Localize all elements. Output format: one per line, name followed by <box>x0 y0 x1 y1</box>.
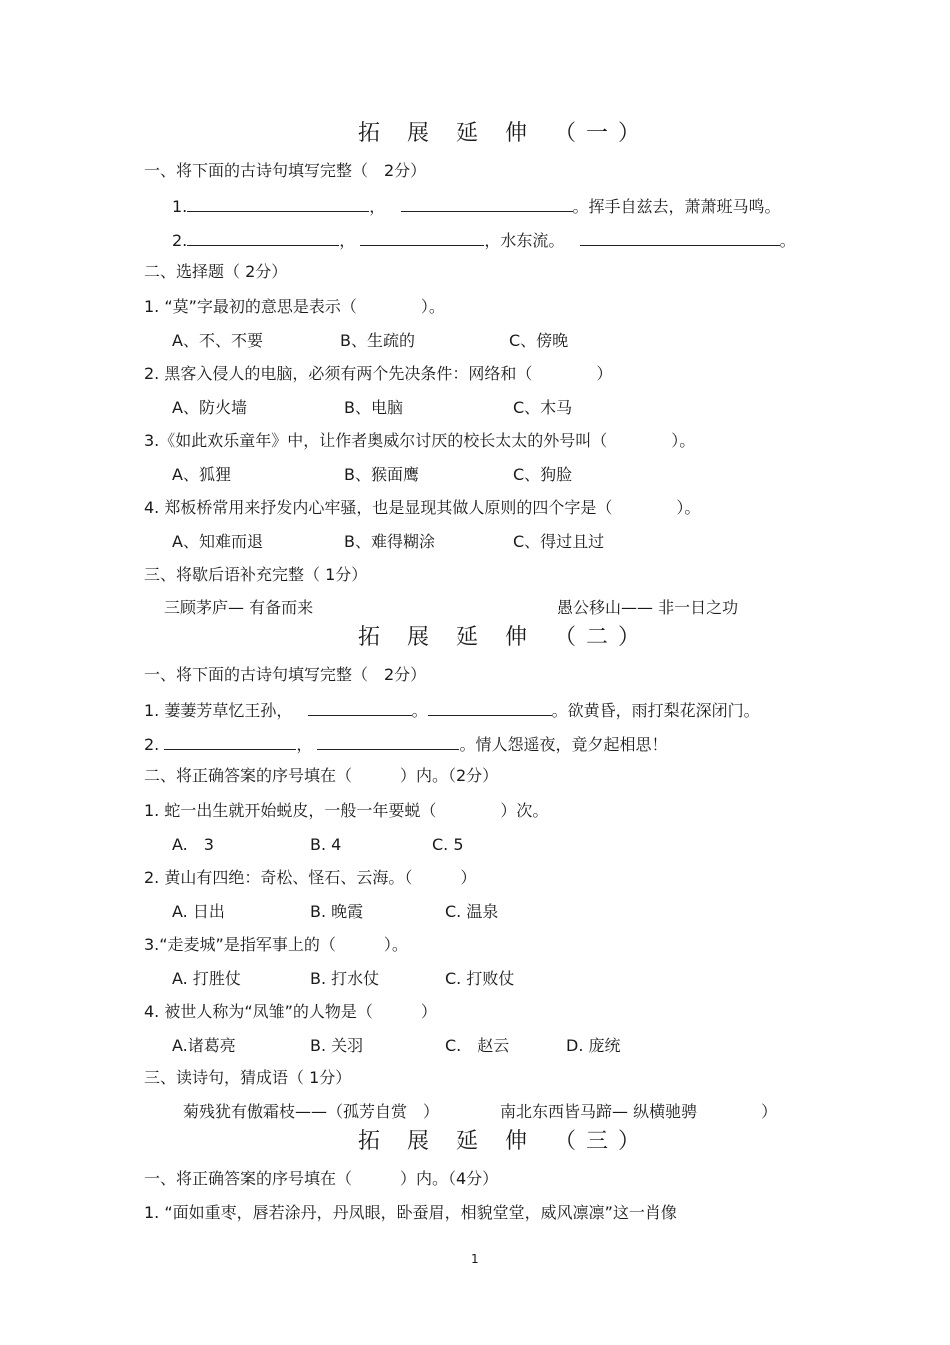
s1-mc1-option-b[interactable]: B、生疏的 <box>340 331 415 350</box>
s2-mc1-option-c[interactable]: C. 5 <box>432 835 464 854</box>
s2-mc3-question: 3.“走麦城”是指军事上的（ ）。 <box>144 935 408 954</box>
s2-mc4-option-a[interactable]: A.诸葛亮 <box>172 1036 236 1055</box>
s2-part2-header: 二、将正确答案的序号填在（ ）内。（2分） <box>144 766 499 785</box>
s1-mc1-option-a[interactable]: A、不、不要 <box>172 331 263 350</box>
s2-fill-q1 <box>144 700 760 721</box>
s1-xiehouyu-left: 三顾茅庐— 有备而来 <box>164 598 314 617</box>
s2-q2-blank-b[interactable] <box>317 734 459 750</box>
s1-mc2-option-c[interactable]: C、木马 <box>513 398 573 417</box>
s1-part3-header: 三、将歇后语补充完整（ 1分） <box>144 565 368 584</box>
s1-mc4-option-c[interactable]: C、得过且过 <box>513 532 605 551</box>
s2-fill-q2 <box>144 734 667 755</box>
s1-mc3-question: 3.《如此欢乐童年》中，让作者奥威尔讨厌的校长太太的外号叫（ ）。 <box>144 431 696 450</box>
section-2-title: 拓 展 延 伸 （二） <box>358 625 650 650</box>
s2-q2-sep: ， <box>296 735 313 754</box>
s2-mc2-option-c[interactable]: C. 温泉 <box>445 902 499 921</box>
s1-q2-blank-b[interactable] <box>360 230 484 246</box>
s1-q1-sep: ， <box>369 197 386 216</box>
s2-chengyu-left: 菊残犹有傲霜枝——（孤芳自赏 ） <box>183 1102 440 1121</box>
s1-q2-blank-a[interactable] <box>187 230 339 246</box>
s2-q2-tail: 。情人怨遥夜，竟夕起相思！ <box>459 735 668 754</box>
s1-q1-blank-b[interactable] <box>401 196 573 212</box>
s3-q1-text: 1. “面如重枣，唇若涂丹，丹凤眼，卧蚕眉，相貌堂堂，威风凛凛”这一肖像 <box>144 1203 677 1222</box>
s1-fill-q2 <box>172 230 796 251</box>
s1-mc4-option-a[interactable]: A、知难而退 <box>172 532 263 551</box>
s2-mc3-option-c[interactable]: C. 打败仗 <box>445 969 515 988</box>
s2-q1-blank-b[interactable] <box>428 700 552 716</box>
s1-mc1-option-c[interactable]: C、傍晚 <box>509 331 569 350</box>
s1-q2-blank-c[interactable] <box>580 230 780 246</box>
s2-mc3-option-b[interactable]: B. 打水仗 <box>310 969 380 988</box>
s2-mc1-option-b[interactable]: B. 4 <box>310 835 342 854</box>
s2-part1-header: 一、将下面的古诗句填写完整（ 2分） <box>144 665 427 684</box>
s1-mc2-option-b[interactable]: B、电脑 <box>344 398 403 417</box>
s2-mc2-option-a[interactable]: A. 日出 <box>172 902 225 921</box>
s2-mc4-option-d[interactable]: D. 庞统 <box>566 1036 621 1055</box>
section-1-title: 拓 展 延 伸 （一） <box>358 121 650 146</box>
s2-mc3-option-a[interactable]: A. 打胜仗 <box>172 969 241 988</box>
s2-mc4-option-c[interactable]: C. 赵云 <box>445 1036 510 1055</box>
s1-mc4-option-b[interactable]: B、难得糊涂 <box>344 532 435 551</box>
s1-q1-tail: 。挥手自兹去，萧萧班马鸣。 <box>572 197 781 216</box>
s1-mc2-question: 2. 黑客入侵人的电脑，必须有两个先决条件：网络和（ ） <box>144 364 613 383</box>
s2-mc2-option-b[interactable]: B. 晚霞 <box>310 902 364 921</box>
s2-q2-num: 2. <box>144 735 160 754</box>
s2-mc4-question: 4. 被世人称为“凤雏”的人物是（ ） <box>144 1002 437 1021</box>
s2-mc1-question: 1. 蛇一出生就开始蜕皮，一般一年要蜕（ ）次。 <box>144 801 549 820</box>
s2-mc4-option-b[interactable]: B. 关羽 <box>310 1036 364 1055</box>
s2-mc1-option-a[interactable]: A. 3 <box>172 835 214 854</box>
s1-part1-header: 一、将下面的古诗句填写完整（ 2分） <box>144 161 427 180</box>
s2-mc2-question: 2. 黄山有四绝：奇松、怪石、云海。（ ） <box>144 868 477 887</box>
page-number: 1 <box>471 1252 479 1266</box>
section-3-title: 拓 展 延 伸 （三） <box>358 1129 650 1154</box>
s1-mc3-option-a[interactable]: A、狐狸 <box>172 465 231 484</box>
s1-q2-num: 2. <box>172 231 188 250</box>
s1-mc4-question: 4. 郑板桥常用来抒发内心牢骚，也是显现其做人原则的四个字是（ ）。 <box>144 498 701 517</box>
s1-mc3-option-b[interactable]: B、猴面鹰 <box>344 465 419 484</box>
s1-mc3-option-c[interactable]: C、狗脸 <box>513 465 573 484</box>
s1-xiehouyu-right: 愚公移山—— 非一日之功 <box>557 598 739 617</box>
s2-chengyu-right: 南北东西皆马蹄— 纵横驰骋 ） <box>500 1102 778 1121</box>
s1-fill-q1 <box>172 196 781 217</box>
s1-mc1-question: 1. “莫”字最初的意思是表示（ ）。 <box>144 297 445 316</box>
s1-q2-end: 。 <box>779 231 796 250</box>
s1-part2-header: 二、选择题（ 2分） <box>144 262 288 281</box>
s2-q1-tail: 。欲黄昏，雨打梨花深闭门。 <box>551 701 760 720</box>
s1-mc2-option-a[interactable]: A、防火墙 <box>172 398 247 417</box>
s2-q1-blank-a[interactable] <box>308 700 412 716</box>
s2-q2-blank-a[interactable] <box>164 734 296 750</box>
s1-q2-mid: ，水东流。 <box>484 231 565 250</box>
s2-q1-head: 1. 萋萋芳草忆王孙， <box>144 701 293 720</box>
s2-q1-dot: 。 <box>411 701 428 720</box>
s1-q1-num: 1. <box>172 197 188 216</box>
s2-part3-header: 三、读诗句，猜成语（ 1分） <box>144 1068 352 1087</box>
s1-q1-blank-a[interactable] <box>187 196 369 212</box>
s3-part1-header: 一、将正确答案的序号填在（ ）内。（4分） <box>144 1169 499 1188</box>
s1-q2-sep: ， <box>339 231 356 250</box>
